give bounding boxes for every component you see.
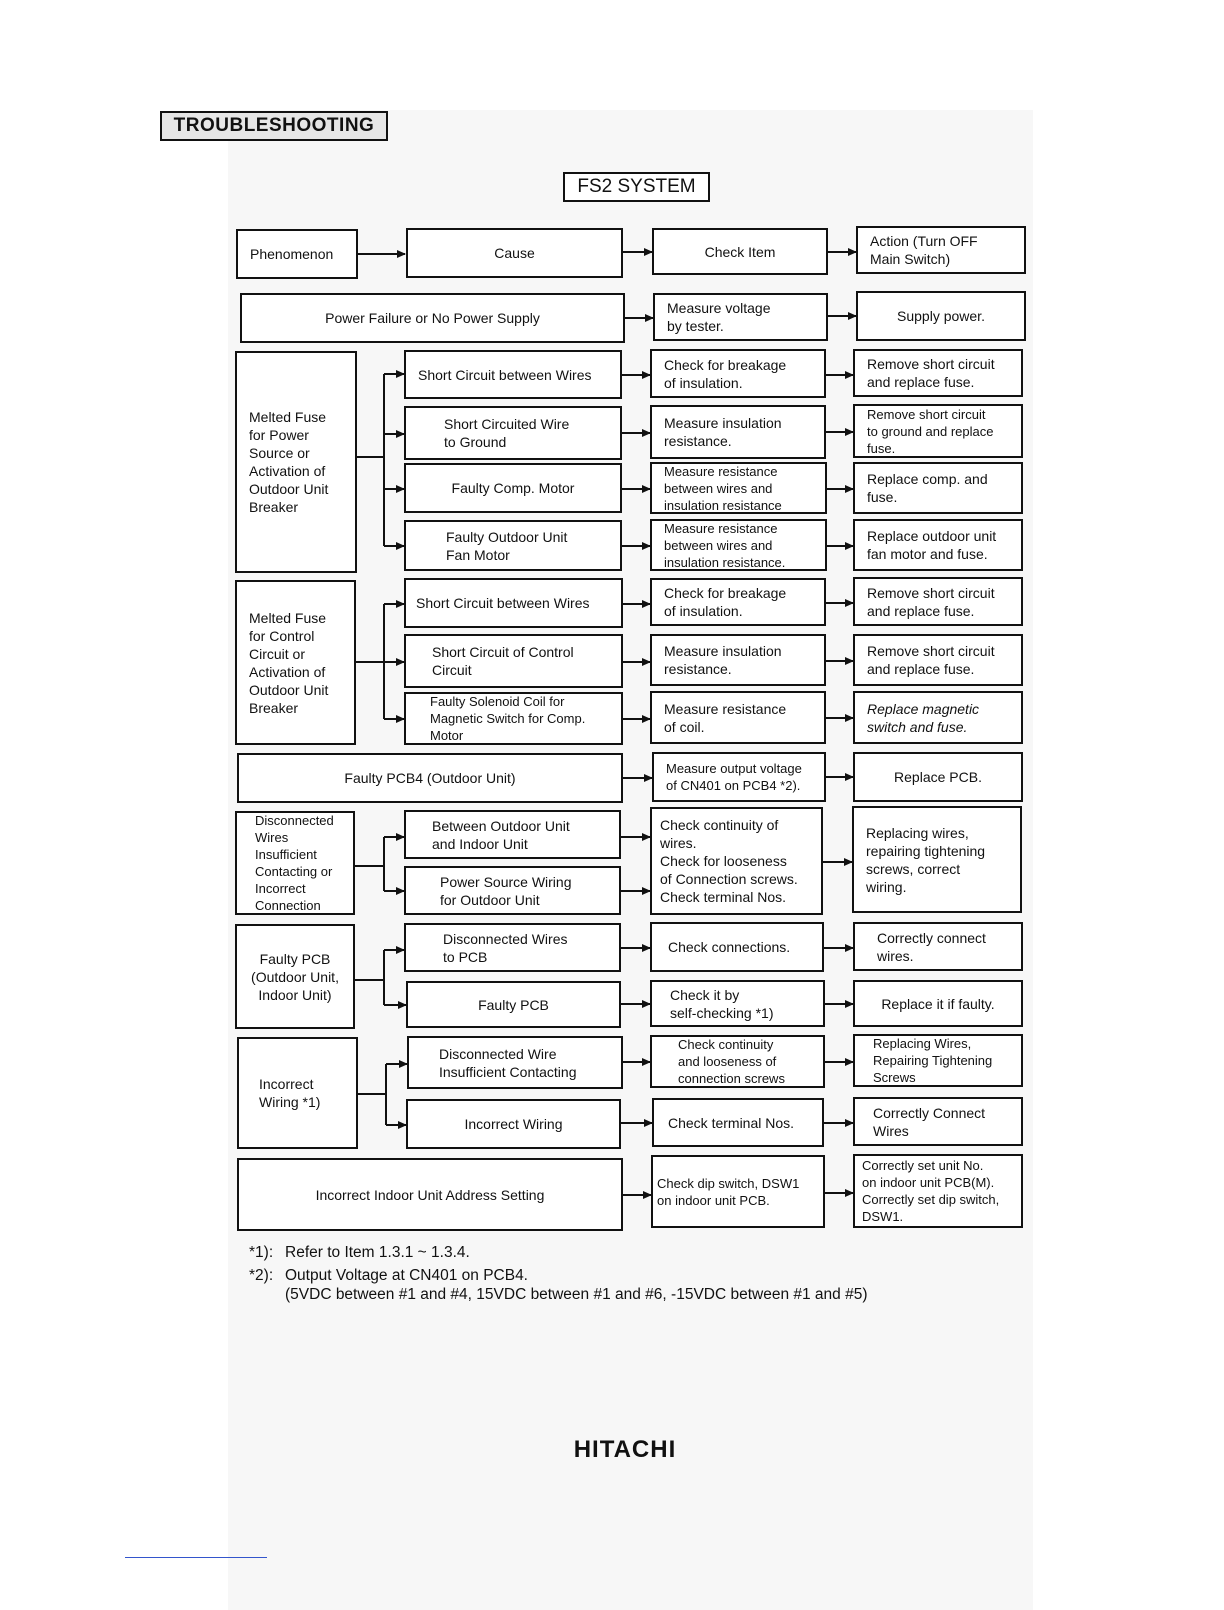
cause-disconnected-wires-pcb: Disconnected Wires to PCB [404,923,621,972]
phenomenon-disconnected-wires: Disconnected Wires Insufficient Contacting or Incorrect Connection [235,811,355,915]
system-title: FS2 SYSTEM [563,172,710,202]
brand-logo: HITACHI [573,1436,677,1463]
cause-power-failure: Power Failure or No Power Supply [240,293,625,343]
cause-faulty-pcb4: Faulty PCB4 (Outdoor Unit) [237,753,623,803]
phenomenon-incorrect-wiring: Incorrect Wiring *1) [237,1037,358,1149]
check-resistance-wires-fan: Measure resistance between wires and insulation resistance. [650,519,827,571]
cause-between-units: Between Outdoor Unit and Indoor Unit [404,810,621,859]
check-connections: Check connections. [650,922,824,972]
header-cause: Cause [406,228,623,278]
cause-disconnected-wire: Disconnected Wire Insufficient Contacting [407,1036,623,1089]
action-set-unit-no: Correctly set unit No. on indoor unit PCB(M). Correctly set dip switch, DSW1. [853,1154,1023,1228]
action-replacing-wires: Replacing wires, repairing tightening screws, correct wiring. [852,806,1022,913]
check-control-breakage: Check for breakage of insulation. [650,578,826,626]
cause-power-source-wiring: Power Source Wiring for Outdoor Unit [404,866,621,915]
check-control-insulation: Measure insulation resistance. [650,634,826,686]
action-correctly-connect: Correctly connect wires. [853,922,1023,971]
footnote-2-detail: (5VDC between #1 and #4, 15VDC between #1 and #6, -15VDC between #1 and #5) [285,1286,868,1303]
action-control-remove-short-2: Remove short circuit and replace fuse. [853,634,1023,686]
action-replacing-wires-screws: Replacing Wires, Repairing Tightening Screws [853,1034,1023,1087]
check-resistance-wires: Measure resistance between wires and insulation resistance [650,462,827,514]
cause-short-circuit-wires: Short Circuit between Wires [404,350,622,399]
footer-rule [125,1557,267,1558]
phenomenon-melted-fuse-control: Melted Fuse for Control Circuit or Activation of Outdoor Unit Breaker [235,580,356,745]
cause-short-to-ground: Short Circuited Wire to Ground [404,406,622,460]
check-insulation-resistance: Measure insulation resistance. [650,405,826,459]
action-remove-short-ground: Remove short circuit to ground and replace fuse. [853,404,1023,458]
action-replace-if-faulty: Replace it if faulty. [853,980,1023,1027]
cause-incorrect-wiring: Incorrect Wiring [406,1099,621,1149]
action-control-remove-short: Remove short circuit and replace fuse. [853,577,1023,626]
phenomenon-faulty-pcb: Faulty PCB (Outdoor Unit, Indoor Unit) [235,924,355,1029]
check-self-checking: Check it by self-checking *1) [650,980,825,1027]
check-output-voltage-cn401: Measure output voltage of CN401 on PCB4 *2). [652,752,826,802]
header-action: Action (Turn OFF Main Switch) [856,226,1026,274]
page-title: TROUBLESHOOTING [160,111,388,141]
check-terminal-nos: Check terminal Nos. [652,1098,824,1147]
cause-faulty-solenoid-coil: Faulty Solenoid Coil for Magnetic Switch for Comp. Motor [404,692,623,745]
footnote-1-text: Refer to Item 1.3.1 ~ 1.3.4. [285,1244,470,1261]
action-correctly-connect-wires: Correctly Connect Wires [853,1097,1023,1146]
check-coil-resistance: Measure resistance of coil. [650,691,826,744]
action-replace-fan-motor: Replace outdoor unit fan motor and fuse. [853,519,1023,571]
header-check-item: Check Item [652,228,828,275]
check-continuity-looseness: Check continuity and looseness of connection screws [650,1035,825,1088]
cause-faulty-comp-motor: Faulty Comp. Motor [404,463,622,513]
cause-faulty-pcb: Faulty PCB [406,981,621,1028]
check-dip-switch: Check dip switch, DSW1 on indoor unit PCB. [651,1155,825,1228]
cause-short-control-circuit: Short Circuit of Control Circuit [404,634,623,688]
footnote-2-mark: *2): [249,1267,274,1284]
action-replace-comp: Replace comp. and fuse. [853,462,1023,514]
cause-control-short-wires: Short Circuit between Wires [404,578,623,628]
header-phenomenon: Phenomenon [236,229,358,279]
action-remove-short-replace-fuse: Remove short circuit and replace fuse. [853,349,1023,397]
check-continuity-wires: Check continuity of wires. Check for looseness of Connection screws. Check terminal Nos. [650,807,823,915]
cause-faulty-fan-motor: Faulty Outdoor Unit Fan Motor [404,520,622,571]
footnote-2-text: Output Voltage at CN401 on PCB4. [285,1267,528,1284]
action-replace-pcb: Replace PCB. [853,752,1023,802]
footnote-1-mark: *1): [249,1244,274,1261]
cause-incorrect-address: Incorrect Indoor Unit Address Setting [237,1158,623,1231]
action-supply-power: Supply power. [856,291,1026,341]
action-replace-magnetic-switch: Replace magnetic switch and fuse. [853,691,1023,744]
phenomenon-melted-fuse-power: Melted Fuse for Power Source or Activation of Outdoor Unit Breaker [235,351,357,573]
check-measure-voltage: Measure voltage by tester. [653,293,828,341]
check-breakage-insulation: Check for breakage of insulation. [650,349,826,398]
